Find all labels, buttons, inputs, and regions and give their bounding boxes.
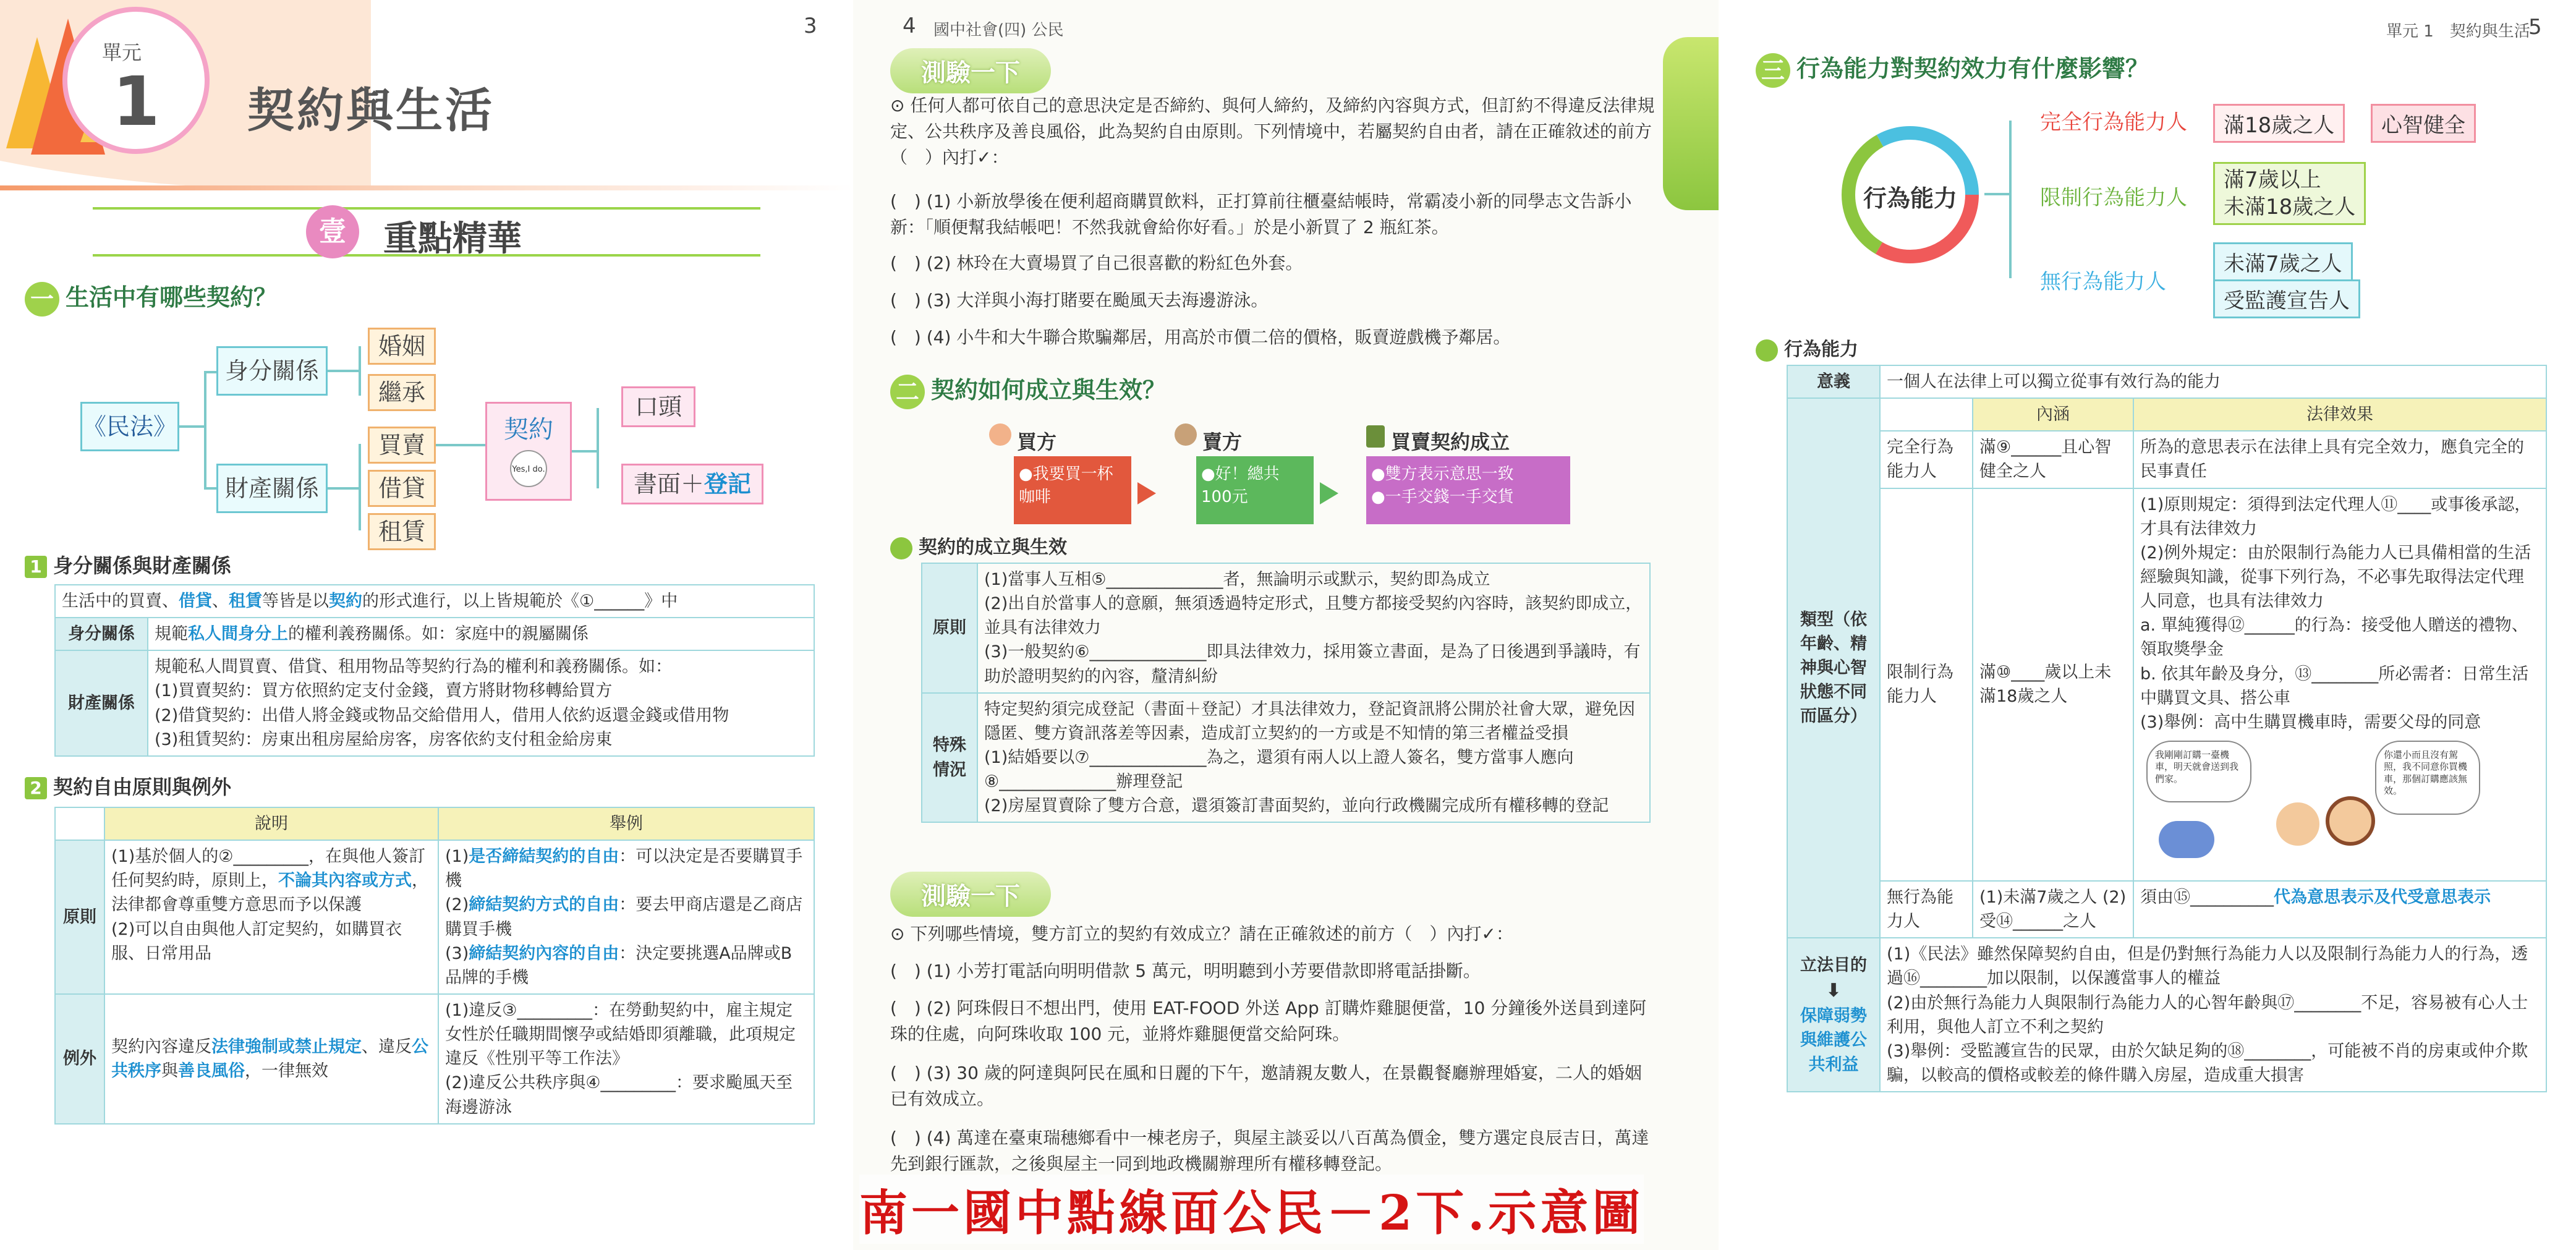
connector xyxy=(2009,121,2012,278)
connector xyxy=(1984,193,2009,195)
quiz-2-title: 測驗一下 xyxy=(890,872,1051,917)
loan-box: 借貸 xyxy=(368,470,436,507)
speech-bubble: 你還小而且沒有駕照，我不同意你買機車，那個訂購應該無效。 xyxy=(2375,741,2480,815)
section-mark: 壹 xyxy=(306,205,359,258)
subheading-text: 契約自由原則與例外 xyxy=(53,775,232,799)
quiz-2-q3: ( ) (3) 30 歲的阿達與阿民在風和日麗的下午，邀請親友數人，在景觀餐廳辦理婚宴，二人的婚姻已有效成立。 xyxy=(890,1063,1642,1109)
formation-table xyxy=(921,563,1651,823)
civil-code-box: 《民法》 xyxy=(80,402,179,451)
row-label: 原則 xyxy=(922,563,977,693)
unit-number: 1 xyxy=(113,62,160,141)
connector xyxy=(436,444,485,446)
row-label: 原則 xyxy=(55,840,104,994)
full-label: 完全行為能力人 xyxy=(1880,431,1973,488)
identity-desc: 規範私人間身分上的權利義務關係。如：家庭中的親屬關係 xyxy=(148,618,814,650)
principle-desc: (1)基於個人的②_________，在與他人簽訂任何契約時，原則上，不論其內容或方式，法律都會尊重雙方意思而予以保護 (2)可以自由與他人訂定契約，如購買衣服、日常用品 xyxy=(104,840,438,994)
connector xyxy=(204,371,206,488)
row-label: 身分關係 xyxy=(55,618,148,650)
subheading-capacity xyxy=(1756,334,1858,362)
full-capacity-label: 完全行為能力人 xyxy=(2040,110,2187,135)
decorative-tab xyxy=(1663,37,1719,210)
written-label: 書面＋ xyxy=(633,470,704,498)
arrow-down-icon: ⬇ xyxy=(1826,979,1842,1001)
none-content: (1)未滿7歲之人 (2)受⑭______之人 xyxy=(1973,881,2133,938)
connector xyxy=(179,425,204,428)
principle-example: (1)是否締結契約的自由：可以決定是否要購買手機 (2)締結契約方式的自由：要去甲商店還是乙商店購買手機 (3)締結契約內容的自由：決定要挑選A品牌或B品牌的手機 xyxy=(438,840,814,994)
connector xyxy=(328,487,359,490)
heading-text: 生活中有哪些契約？ xyxy=(66,284,278,311)
subheading-relations xyxy=(25,550,231,579)
col-header: 舉例 xyxy=(438,807,814,840)
unit-title: 契約與生活 xyxy=(247,83,495,138)
register-label: 登記 xyxy=(704,470,752,498)
heading-formation xyxy=(890,371,1166,409)
connector xyxy=(204,371,216,373)
page-number: 3 xyxy=(804,14,817,38)
buyer-avatar xyxy=(989,423,1011,446)
ring-label: 行為能力 xyxy=(1863,185,1957,212)
connector xyxy=(328,370,359,372)
special-text: 特定契約須完成登記（書面＋登記）才具法律效力，登記資訊將公開於社會大眾，避免因隱匿、雙方資訊落差等因素，造成訂立契約的一方或是不知情的第三者權益受損 (1)結婚要以⑦______________為之，還須有兩人以上證人簽名，雙方當事人應向⑧______________辦理登記 (2)房屋買賣除了雙方合意，還須簽訂書面契約，並向行政機關完成所有權移轉的登記 xyxy=(977,693,1650,823)
row-label: 特殊情況 xyxy=(922,693,977,823)
exception-desc: 契約內容違反法律強制或禁止規定、違反公共秩序與善良風俗，一律無效 xyxy=(104,994,438,1124)
freedom-table xyxy=(54,807,815,1125)
yes-speech-icon: Yes,I do. xyxy=(510,450,547,487)
buyer-label: 買方 xyxy=(1017,430,1057,454)
limited-label: 限制行為能力人 xyxy=(1880,488,1973,881)
lease-box: 租賃 xyxy=(368,513,436,550)
bullet-icon xyxy=(890,537,912,559)
subheading-freedom xyxy=(25,772,231,800)
contract-label: 契約 xyxy=(504,415,553,444)
purpose-label-cell: 立法目的 ⬇ 保障弱勢與維護公共利益 xyxy=(1787,938,1880,1092)
col-header: 內涵 xyxy=(1973,398,2133,431)
connector xyxy=(572,450,597,453)
oral-box: 口頭 xyxy=(621,386,695,427)
capacity-table xyxy=(1787,365,2547,1092)
limited-age-box: 滿7歲以上 未滿18歲之人 xyxy=(2213,162,2366,225)
purpose-text: (1)《民法》雖然保障契約自由，但是仍對無行為能力人以及限制行為能力人的行為，透過⑯________加以限制，以保護當事人的權益 (2)由於無行為能力人與限制行為能力人的心智年齡與⑰________不足，容易被有心人士利用，與他人訂立不利之契約 (3)舉例：受監護宣告的民眾，由於欠缺足夠的⑱________，可能被不肖的房東或仲介欺騙，以較高的價格或較差的條件購入房屋，造成重大損害 xyxy=(1880,938,2546,1092)
quiz-2-q1: ( ) (1) 小芳打電話向明明借款 5 萬元，明明聽到小芳要借款即將電話掛斷。 xyxy=(890,961,1481,981)
speech-bubble: 我剛剛訂購一臺機車，明天就會送到我們家。 xyxy=(2146,741,2251,802)
deal-label: 買賣契約成立 xyxy=(1391,430,1510,454)
quiz-1-stem: ⊙ 任何人都可依自己的意思決定是否締約、與何人締約，及締約內容與方式，但訂約不得違反法律規定、公共秩序及善良風俗，此為契約自由原則。下列情境中，若屬契約自由者，請在正確敘述的前方（ ）內打✓： xyxy=(890,95,1655,168)
subheading-text: 身分關係與財產關係 xyxy=(53,554,232,577)
heading-mark: 一 xyxy=(25,282,59,317)
definition-text: 一個人在法律上可以獨立從事有效行為的能力 xyxy=(1880,365,2546,398)
quiz-1-title: 測驗一下 xyxy=(890,48,1051,93)
limited-content: 滿⑩____歲以上未滿18歲之人 xyxy=(1973,488,2133,881)
property-relation-box: 財產關係 xyxy=(216,464,328,513)
full-mind-box: 心智健全 xyxy=(2371,104,2476,143)
arrow-icon xyxy=(1137,482,1156,504)
comic-illustration xyxy=(2140,734,2540,877)
page-4 xyxy=(853,0,1719,1250)
unit-label: 單元 xyxy=(102,41,142,64)
subheading-formation xyxy=(890,532,1067,559)
scooter-icon xyxy=(2159,821,2214,858)
none-age-box: 未滿7歲之人 xyxy=(2213,242,2353,281)
coffee-cup-icon xyxy=(1366,425,1385,448)
relations-table xyxy=(54,584,815,757)
connector xyxy=(359,346,361,396)
watermark-caption: 南一國中點線面公民－2下.示意圖 xyxy=(859,1175,1644,1244)
quiz-2-q4: ( ) (4) 萬達在臺東瑞穗鄉看中一棟老房子，與屋主談妥以八百萬為價金，雙方選定良辰吉日，萬達先到銀行匯款，之後與屋主一同到地政機關辦理所有權移轉登記。 xyxy=(890,1128,1649,1174)
page-header: 單元 1 契約與生活 xyxy=(2386,22,2530,41)
row-label: 財產關係 xyxy=(55,650,148,756)
deal-statement: ●雙方表示意思一致 ●一手交錢一手交貨 xyxy=(1366,456,1570,524)
full-content: 滿⑨______且心智健全之人 xyxy=(1973,431,2133,488)
page-3 xyxy=(0,0,853,1250)
full-effect: 所為的意思表示在法律上具有完全效力，應負完全的民事責任 xyxy=(2133,431,2546,488)
seller-label: 賣方 xyxy=(1202,430,1243,454)
marriage-box: 婚姻 xyxy=(368,328,436,365)
no-capacity-label: 無行為能力人 xyxy=(2040,270,2166,294)
connector xyxy=(597,408,599,488)
full-age-box: 滿18歲之人 xyxy=(2213,104,2345,143)
buyer-statement: ●我要買一杯咖啡 xyxy=(1014,456,1131,524)
purchase-box: 買賣 xyxy=(368,427,436,464)
none-guard-box: 受監護宣告人 xyxy=(2213,279,2360,318)
seller-avatar xyxy=(1175,423,1197,446)
inheritance-box: 繼承 xyxy=(368,374,436,411)
quiz-2-q2: ( ) (2) 阿珠假日不想出門，使用 EAT-FOOD 外送 App 訂購炸雞腿便當，10 分鐘後外送員到達阿珠的住處，向阿珠收取 100 元，並將炸雞腿便當交給阿珠。 xyxy=(890,998,1647,1044)
page-number: 5 xyxy=(2528,15,2542,40)
heading-what-contracts xyxy=(25,278,277,317)
bullet-icon xyxy=(1756,339,1778,362)
col-header: 說明 xyxy=(104,807,438,840)
heading-mark: 二 xyxy=(890,375,925,409)
section-title: 重點精華 xyxy=(383,219,522,259)
connector xyxy=(359,444,361,530)
heading-text: 行為能力對契約效力有什麼影響？ xyxy=(1796,55,2149,82)
page-header: 國中社會(四) 公民 xyxy=(933,21,1064,40)
limited-capacity-label: 限制行為能力人 xyxy=(2040,185,2187,210)
seller-statement: ●好！總共100元 xyxy=(1196,456,1314,524)
divider xyxy=(0,185,853,190)
row-label: 類型（依年齡、精神與心智狀態不同而區分） xyxy=(1787,398,1880,938)
subheading-number: 2 xyxy=(25,777,47,799)
contract-box xyxy=(485,402,572,501)
limited-effect: (1)原則規定：須得到法定代理人⑪____或事後承認，才具有法律效力 (2)例外規定：由於限制行為能力人已具備相當的生活經驗與知識，從事下列行為，不必事先取得法定代理人同意，也具有法律效力 a. 單純獲得⑫______的行為：接受他人贈送的禮物、領取獎學金 b. 依其年齡及身分，⑬________所必需者：日常生活中購買文具、搭公車 (3)舉例：高中生購買機車時，需要父母的同意 我剛剛訂購一臺機車，明天就會送到我們家。 你還小而且沒有駕照，我不同意你買機車，那個訂購應該無效。 xyxy=(2133,488,2546,881)
mother-icon xyxy=(2326,796,2375,846)
subheading-text: 契約的成立與生效 xyxy=(919,537,1067,558)
heading-mark: 三 xyxy=(1756,53,1790,88)
arrow-icon xyxy=(1320,482,1338,504)
subheading-number: 1 xyxy=(25,556,47,578)
row-label: 意義 xyxy=(1787,365,1880,398)
subheading-text: 行為能力 xyxy=(1784,339,1858,360)
page-5 xyxy=(1719,0,2576,1250)
boy-icon xyxy=(2276,802,2319,846)
principle-text: (1)當事人互相⑤______________者，無論明示或默示，契約即為成立 (2)出自於當事人的意願，無須透過特定形式，且雙方都接受契約內容時，該契約即成立，並具有法律效力 (3)一般契約⑥______________即具法律效力，採用簽立書面，是為了日後遇到爭議時，有助於證明契約的內容，釐清糾紛 xyxy=(977,563,1650,693)
relations-intro: 生活中的買賣、借貸、租賃等皆是以契約的形式進行，以上皆規範於《①______》中 xyxy=(55,585,814,618)
written-register-box xyxy=(621,464,763,504)
exception-example: (1)違反③_________：在勞動契約中，雇主規定女性於任職期間懷孕或結婚即須離職，此項規定違反《性別平等工作法》 (2)違反公共秩序與④_________：要求颱風天至海邊游泳 xyxy=(438,994,814,1124)
col-header: 法律效果 xyxy=(2133,398,2546,431)
row-label: 例外 xyxy=(55,994,104,1124)
quiz-1-q3: ( ) (3) 大洋與小海打賭要在颱風天去海邊游泳。 xyxy=(890,290,1269,310)
quiz-2-stem: ⊙ 下列哪些情境，雙方訂立的契約有效成立？請在正確敘述的前方（ ）內打✓： xyxy=(890,924,1513,944)
page-number: 4 xyxy=(903,14,916,38)
quiz-1-q2: ( ) (2) 林玲在大賣場買了自己很喜歡的粉紅色外套。 xyxy=(890,253,1303,273)
none-label: 無行為能力人 xyxy=(1880,881,1973,938)
heading-text: 契約如何成立與生效？ xyxy=(931,376,1167,404)
quiz-1-q4: ( ) (4) 小牛和大牛聯合欺騙鄰居，用高於市價二倍的價格，販賣遊戲機予鄰居。 xyxy=(890,327,1511,347)
property-desc: 規範私人間買賣、借貸、租用物品等契約行為的權利和義務關係。如： (1)買賣契約：買方依照約定支付金錢，賣方將財物移轉給買方 (2)借貸契約：出借人將金錢或物品交給借用人，借用人依約返還金錢或借用物 (3)租賃契約：房東出租房屋給房客，房客依約支付租金給房東 xyxy=(148,650,814,756)
quiz-1-q1: ( ) (1) 小新放學後在便利超商購買飲料，正打算前往櫃臺結帳時，常霸凌小新的同學志文告訴小新：「順便幫我結帳吧！不然我就會給你好看。」於是小新買了 2 瓶紅茶。 xyxy=(890,191,1632,237)
heading-capacity xyxy=(1756,49,2149,88)
none-effect: 須由⑮__________代為意思表示及代受意思表示 xyxy=(2133,881,2546,938)
connector xyxy=(204,487,216,490)
identity-relation-box: 身分關係 xyxy=(216,346,328,396)
